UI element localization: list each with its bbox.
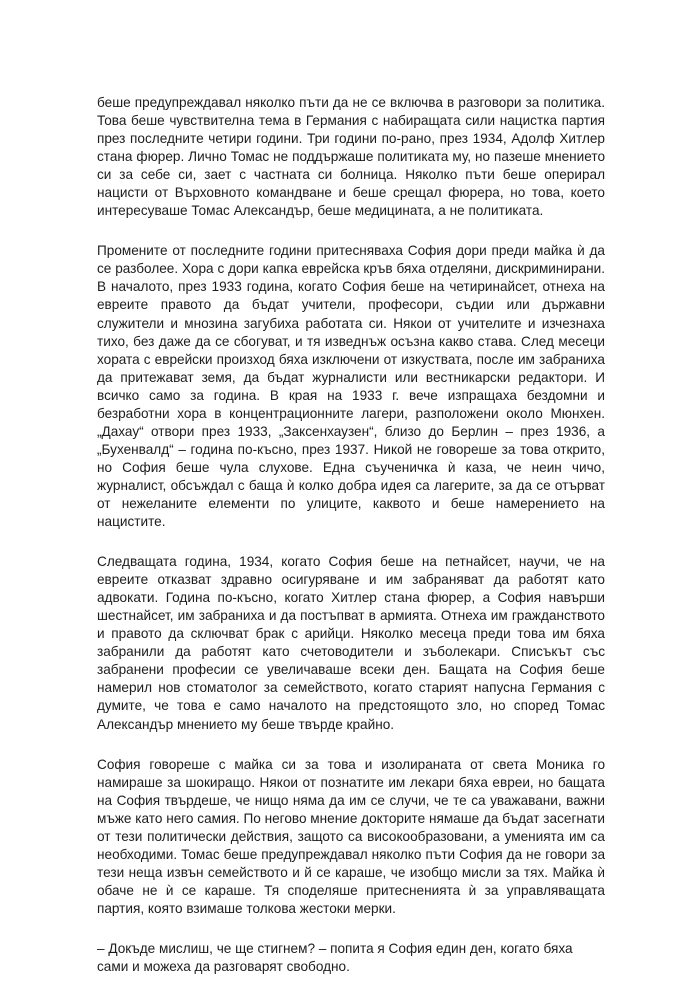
- paragraph-2: Промените от последните години притесняваха София дори преди майка ѝ да се разболее. Хора с дори капка еврейска кръв бяха отделяни, дискриминирани. В началото, през 1933 година, когато София беше на четиринайсет, отнеха на евреите правото да бъдат учители, професори, съдии или държавни служители и мнозина загубиха работата си. Някои от учителите и изчезнаха тихо, без даже да се сбогуват, и тя изведнъж осъзна какво става. След месеци хората с еврейски произход бяха изключени от изкуствата, после им забраниха да притежават земя, да бъдат журналисти или вестникарски редактори. И всичко само за година. В края на 1933 г. вече изпращаха бездомни и безработни хора в концентрационните лагери, разположени около Мюнхен. „Дахау“ отвори през 1933, „Заксенхаузен“, близо до Берлин – през 1936, а „Бухенвалд“ – година по-късно, през 1937. Никой не говореше за това открито, но София беше чула слухове. Една съученичка ѝ каза, че неин чичо, журналист, обсъждал с баща ѝ колко добра идея са лагерите, за да се отърват от нежеланите елементи по улиците, каквото и беше намерението на нацистите.: [97, 243, 605, 530]
- paragraph-4: София говореше с майка си за това и изолираната от света Моника го намираше за шокиращо. Някои от познатите им лекари бяха евреи, но бащата на София твърдеше, че нищо няма да им се случи, че те са уважавани, важни мъже като него самия. По негово мнение докторите нямаше да бъдат засегнати от тези политически действия, защото са високообразовани, а уменията им са необходими. Томас беше предупреждавал няколко пъти София да не говори за тези неща извън семейството и й се караше, че изобщо мисли за тях. Майка ѝ обаче не ѝ се караше. Тя споделяше притесненията ѝ за управляващата партия, която взимаше толкова жестоки мерки.: [97, 756, 605, 916]
- paragraph-1: беше предупреждавал няколко пъти да не се включва в разговори за политика. Това беше чувствителна тема в Германия с набиращата сили нацистка партия през последните четири години. Три години по-рано, през 1934, Адолф Хитлер стана фюрер. Лично Томас не поддържаше политиката му, но пазеше мнението си за себе си, зает с частната си болница. Няколко пъти беше оперирал нацисти от Върховното командване и беше срещал фюрера, но това, което интересуваше Томас Александър, беше медицината, а не политиката.: [97, 95, 605, 219]
- document-page: [97, 94, 605, 998]
- paragraph-3: Следващата година, 1934, когато София беше на петнайсет, научи, че на евреите отказват здравно осигуряване и им забраняват да работят като адвокати. Година по-късно, когато Хитлер стана фюрер, а София навърши шестнайсет, им забраниха и да постъпват в армията. Отнеха им гражданството и правото да сключват брак с арийци. Няколко месеца преди това им бяха забранили да работят като счетоводители и зъболекари. Списъкът със забранени професии се увеличаваше всеки ден. Бащата на София беше намерил нов стоматолог за семейството, когато старият напусна Германия с думите, че това е само началото на предстоящото зло, но според Томас Александър мнението му беше твърде крайно.: [97, 554, 605, 732]
- paragraph-5-dialogue: – Докъде мислиш, че ще стигнем? – попита я София един ден, когато бяха сами и можеха да разговарят свободно.: [97, 940, 573, 975]
